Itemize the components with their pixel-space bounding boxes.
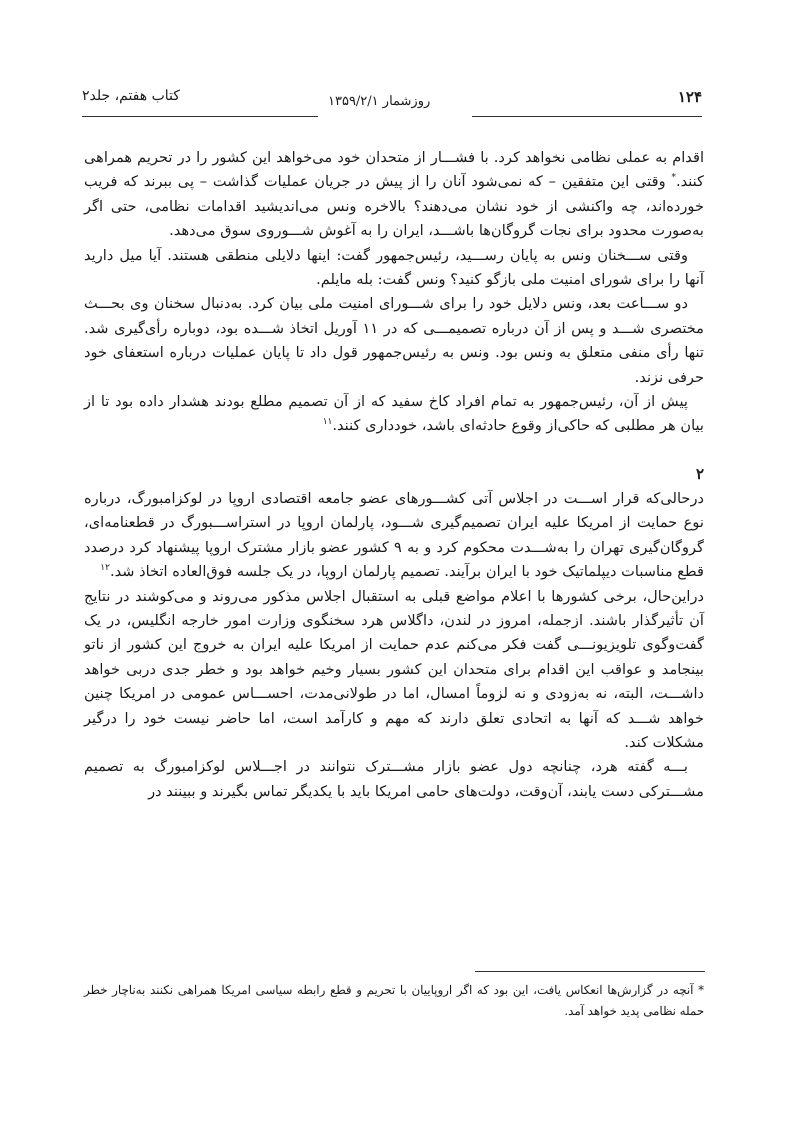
endnote-ref[interactable]: ۱۱ [322,417,333,428]
paragraph: دو ســـاعت بعد، ونس دلایل خود را برای شـــورای امنیت ملی بیان کرد. به‌دنبال سخنان وی بحـــث مختصری شـــد و پس از آن درباره تصمیمـــی که در ۱۱ آوریل اتخاذ شـــده بود، دوباره رأی‌گیری شد. تنها رأی منفی متعلق به ونس بود. ونس به رئیس‌جمهور قول داد تا پایان عملیات درباره استعفای خود حرفی نزند. [84,295,704,386]
page-number: ۱۲۴ [677,88,702,106]
paragraph: اقدام به عملی نظامی نخواهد کرد. با فشـــار از متحدان خود می‌خواهد این کشور را در تحریم همراهی کنند.* وقتی این متفقین – که نمی‌شود آنان را از پیش در جریان عملیات گذاشت – پی ببرند که فریب خورده‌اند، چه واکنشی از خود نشان می‌دهند؟ بالاخره ونس می‌اندیشید اقدامات نظامی، حتی اگر به‌صورت محدود برای نجات گروگان‌ها باشـــد، ایران را به آغوش شـــوروی سوق می‌دهد. [84,149,704,240]
body-text [84,146,704,804]
header-rule-left [82,116,318,117]
section-number: ۲ [695,464,704,483]
running-header [82,86,702,116]
endnote-ref[interactable]: ۱۲ [100,563,110,574]
footnote-mark[interactable]: * [671,173,676,184]
footnote: * آنچه در گزارش‌ها انعکاس یافت، این بود که اگر اروپاییان با تحریم و قطع رابطه سیاسی امریکا همراهی نکنند به‌ناچار خطر حمله نظامی پدید خواهد آمد. [84,983,704,1018]
header-rule-right [472,116,702,117]
footnote-rule [475,971,705,972]
paragraph: درحالی‌که قرار اســـت در اجلاس آتی کشـــورهای عضو جامعه اقتصادی اروپا در لوکزامبورگ، درباره نوع حمایت از امریکا علیه ایران تصمیم‌گیری شـــود، پارلمان اروپا در استراســـبورگ در قطعنامه‌ای، گروگان‌گیری تهران را به‌شـــدت محکوم کرد و به ۹ کشور عضو بازار مشترک اروپا پیشنهاد کرد درصدد قطع مناسبات دیپلماتیک خود با ایران برآیند. تصمیم پارلمان اروپا، در یک جلسه فوق‌العاده اتخاذ شد.$^{۱۲}$ [84,489,704,581]
book-title: کتاب هفتم، جلد۲ [82,88,180,104]
paragraph: دراین‌حال، برخی کشورها با اعلام مواضع قبلی به استقبال اجلاس مذکور می‌روند و می‌کوشند در نتایج آن تأثیرگذار باشند. ازجمله، امروز در لندن، داگلاس هرد سخنگوی وزارت امور خارجه انگلیس، در یک گفت‌وگوی تلویزیونـــی گفت فکر می‌کنم عدم حمایت از امریکا علیه ایران به خروج این کشور از ناتو بینجامد و عواقب این اقدام برای متحدان این کشور بسیار وخیم خواهد بود و خطر جدی دربی خواهد داشـــت، البته، نه به‌زودی و نه لزوماً امسال، اما در طولانی‌مدت، احســـاس عمومی در امریکا چنین خواهد شـــد که آنها به اتحادی تعلق دارند که مهم و کارآمد است، اما حاضر نیست خود را درگیر مشکلات کند. [84,587,704,751]
running-date: روزشمار ۱۳۵۹/۲/۱ [328,94,431,109]
paragraph: پیش از آن، رئیس‌جمهور به تمام افراد کاخ سفید که از آن تصمیم مطلع بودند هشدار داده بود تا از بیان هر مطلبی که حاکی‌از وقوع حادثه‌ای باشد، خودداری کنند.$^{۱۱}$ [84,393,704,435]
paragraph: بـــه گفته هرد، چنانچه دول عضو بازار مشـــترک نتوانند در اجـــلاس لوکزامبورگ به تصمیم مشـــترکی دست یابند، آن‌وقت، دولت‌های حامی امریکا باید با یکدیگر تماس بگیرند و ببینند در [84,758,704,800]
paragraph: وقتی ســـخنان ونس به پایان رســـید، رئیس‌جمهور گفت: اینها دلایلی منطقی هستند. آیا میل دارید آنها را برای شورای امنیت ملی بازگو کنید؟ ونس گفت: بله مایلم. [84,246,704,289]
